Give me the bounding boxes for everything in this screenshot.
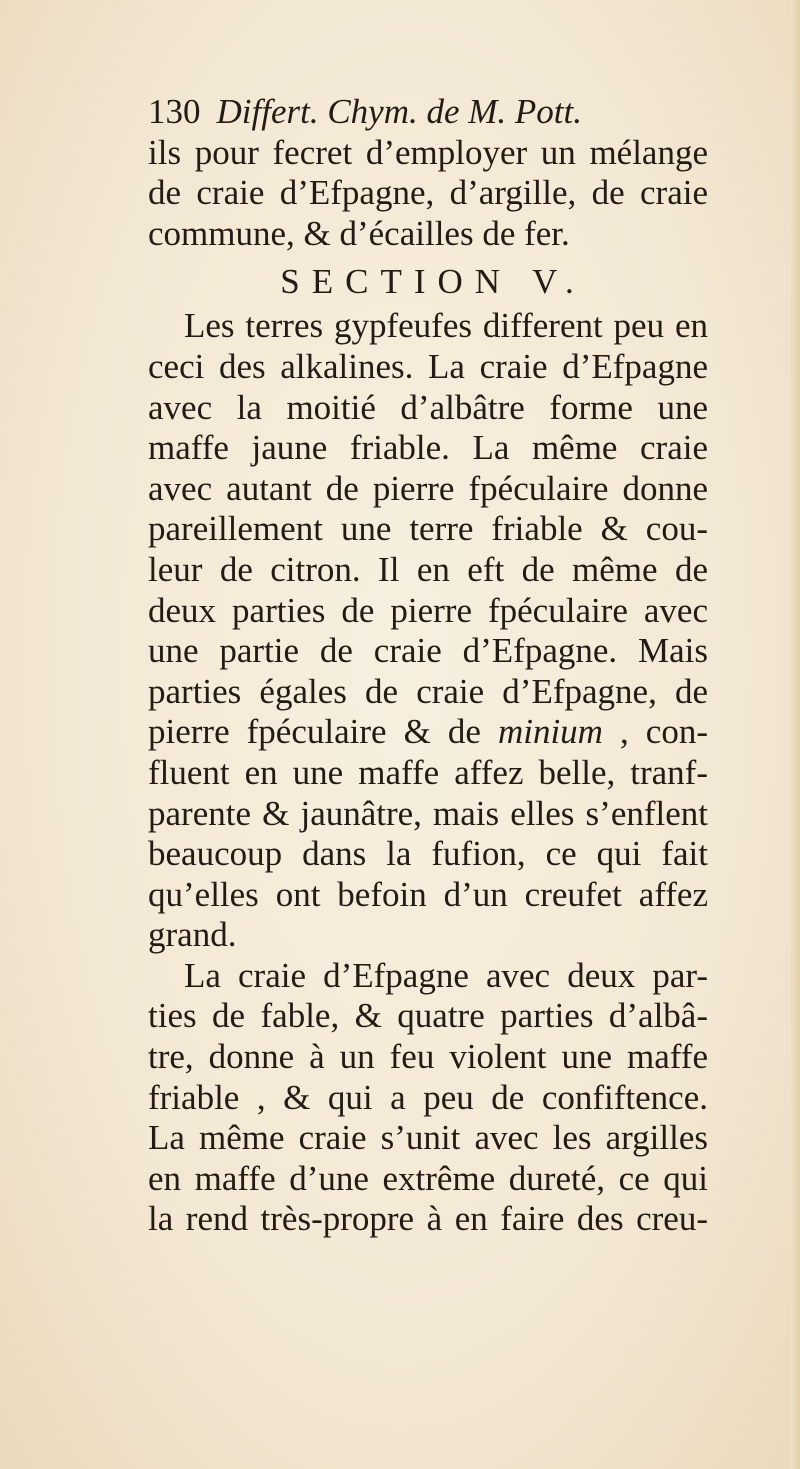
text-line: Les terres gypfeufes different peu en: [184, 306, 708, 346]
text-line: ils pour fecret d’employer un mélange: [148, 132, 708, 172]
text-line: maffe jaune friable. La même craie: [148, 428, 708, 468]
running-title: Differt. Chym. de M. Pott.: [216, 92, 583, 131]
text-line: grand.: [148, 915, 237, 955]
text-line: La même craie s’unit avec les argilles: [148, 1118, 708, 1158]
paragraph-2: [148, 956, 708, 1240]
text-line: pareillement une terre friable & cou-: [148, 509, 708, 549]
text-line: ties de fable, & quatre parties d’albâ-: [148, 996, 708, 1036]
page-number: 130: [148, 92, 201, 131]
intro-lines: [148, 133, 708, 255]
text-line: La craie d’Efpagne avec deux par-: [184, 955, 708, 995]
text-line: parente & jaunâtre, mais elles s’enflent: [148, 793, 708, 833]
text-line: qu’elles ont befoin d’un creufet affez: [148, 874, 708, 914]
text-line: avec la moitié d’albâtre forme une: [148, 387, 708, 427]
text-line: beaucoup dans la fufion, ce qui fait: [148, 834, 708, 874]
page-text: [148, 92, 708, 1240]
section-heading: SECTION V.: [280, 262, 586, 302]
text-line: fluent en une maffe affez belle, tranf-: [148, 752, 708, 792]
text-line: de craie d’Efpagne, d’argille, de craie: [148, 173, 708, 213]
text-line: une partie de craie d’Efpagne. Mais: [148, 631, 708, 671]
text-line: tre, donne à un feu violent une maffe: [148, 1037, 708, 1077]
text-line: ceci des alkalines. La craie d’Efpagne: [148, 346, 708, 386]
text-line: deux parties de pierre fpéculaire avec: [148, 590, 708, 630]
text-line: avec autant de pierre fpéculaire donne: [148, 468, 708, 508]
text-line-minium: [148, 712, 708, 753]
text-line: leur de citron. Il en eft de même de: [148, 549, 708, 589]
page-edge: [790, 0, 800, 1469]
text-line: parties égales de craie d’Efpagne, de: [148, 671, 708, 711]
text-fragment: , con-: [602, 712, 708, 752]
text-line: commune, & d’écailles de fer.: [148, 213, 570, 253]
running-header: [148, 92, 708, 133]
text-line: friable , & qui a peu de confiftence.: [148, 1077, 708, 1117]
text-line: la rend très-propre à en faire des creu-: [148, 1199, 708, 1239]
text-fragment: pierre fpéculaire & de: [148, 712, 498, 752]
paragraph-1: [148, 306, 708, 956]
text-line: en maffe d’une extrême dureté, ce qui: [148, 1158, 708, 1198]
italic-term: minium: [497, 712, 603, 752]
